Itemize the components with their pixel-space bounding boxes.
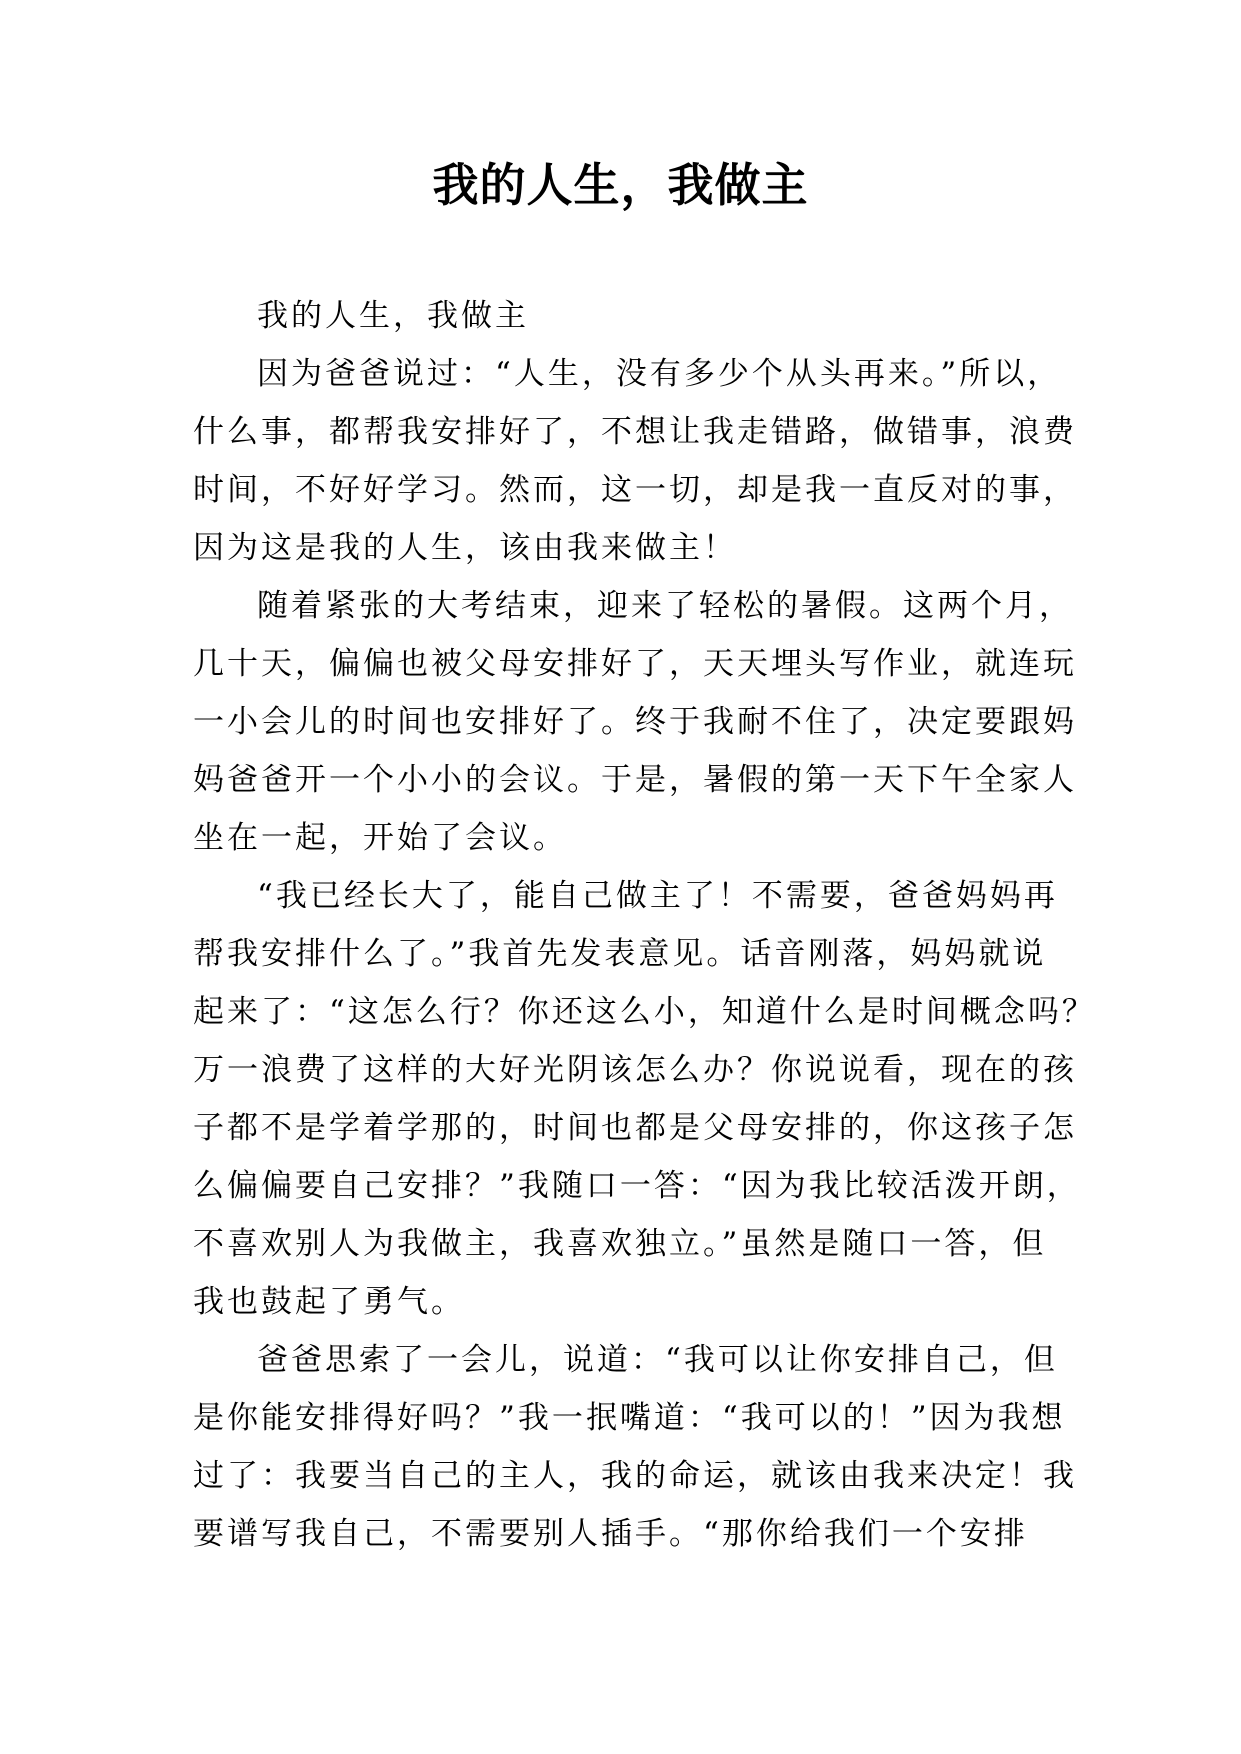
text-line: 几十天，偏偏也被父母安排好了，天天埋头写作业，就连玩: [193, 646, 1077, 682]
text-line: 随着紧张的大考结束，迎来了轻松的暑假。这两个月，: [257, 588, 1073, 624]
text-line: 因为这是我的人生，该由我来做主！: [193, 530, 737, 566]
text-line: 时间，不好好学习。然而，这一切，却是我一直反对的事，: [193, 472, 1077, 508]
text-line: 不喜欢别人为我做主，我喜欢独立。”虽然是随口一答，但: [193, 1226, 1047, 1262]
text-line: 一小会儿的时间也安排好了。终于我耐不住了，决定要跟妈: [193, 704, 1077, 740]
text-line: 爸爸思索了一会儿，说道：“我可以让你安排自己，但: [257, 1342, 1058, 1378]
text-line: 万一浪费了这样的大好光阴该怎么办？你说说看，现在的孩: [193, 1052, 1077, 1088]
text-line: 我的人生，我做主: [257, 298, 529, 334]
text-line: “我已经长大了，能自己做主了！不需要，爸爸妈妈再: [257, 878, 1058, 914]
text-line: 因为爸爸说过：“人生，没有多少个从头再来。”所以，: [257, 356, 1062, 392]
text-line: 子都不是学着学那的，时间也都是父母安排的，你这孩子怎: [193, 1110, 1077, 1146]
text-line: 起来了：“这怎么行？你还这么小，知道什么是时间概念吗？: [193, 994, 1096, 1030]
document-body: [193, 287, 1096, 1563]
text-line: 什么事，都帮我安排好了，不想让我走错路，做错事，浪费: [193, 414, 1077, 450]
text-line: 要谱写我自己，不需要别人插手。“那你给我们一个安排: [193, 1516, 1028, 1552]
text-line: 帮我安排什么了。”我首先发表意见。话音刚落，妈妈就说: [193, 936, 1047, 972]
text-line: 我也鼓起了勇气。: [193, 1284, 465, 1320]
text-line: 妈爸爸开一个小小的会议。于是，暑假的第一天下午全家人: [193, 762, 1077, 798]
text-line: 么偏偏要自己安排？”我随口一答：“因为我比较活泼开朗，: [193, 1168, 1081, 1204]
document-title: 我的人生，我做主: [432, 158, 809, 212]
text-line: 是你能安排得好吗？”我一抿嘴道：“我可以的！”因为我想: [193, 1400, 1066, 1436]
text-line: 坐在一起，开始了会议。: [193, 820, 567, 856]
text-line: 过了：我要当自己的主人，我的命运，就该由我来决定！我: [193, 1458, 1077, 1494]
